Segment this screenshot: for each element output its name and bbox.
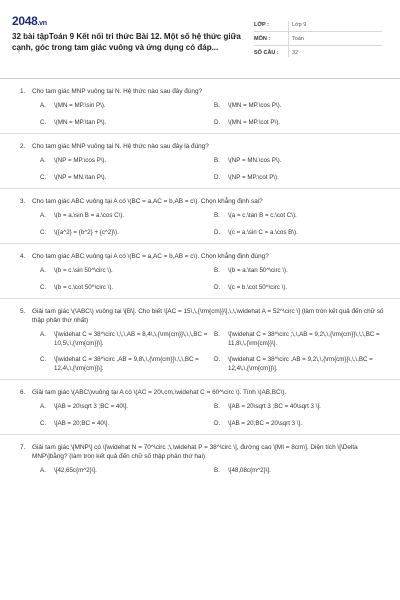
- option-key: B.: [214, 212, 220, 219]
- option-key: A.: [40, 467, 46, 474]
- option-key: A.: [40, 102, 46, 109]
- answer-option[interactable]: [214, 267, 388, 276]
- info-divider: [288, 21, 289, 57]
- option-key: D.: [214, 173, 221, 181]
- option-text: \(MN = MP.\tan P\).: [54, 118, 107, 126]
- answer-option[interactable]: [214, 119, 388, 128]
- answer-option[interactable]: [214, 403, 388, 412]
- question-stem: [12, 87, 388, 96]
- question-number: 6.: [20, 389, 26, 396]
- option-key: A.: [40, 403, 46, 410]
- option-key: B.: [214, 403, 220, 410]
- option-key: C.: [40, 419, 47, 427]
- option-key: B.: [214, 102, 220, 109]
- answer-option[interactable]: [214, 467, 388, 476]
- logo-suffix: .vn: [37, 20, 47, 27]
- logo-text: 2048: [12, 14, 38, 28]
- option-key: A.: [40, 157, 46, 164]
- option-text: \[AB = 20\sqrt 3 ;BC = 40\sqrt 3 \].: [228, 403, 321, 410]
- info-row-count: [254, 46, 382, 60]
- answer-option[interactable]: [40, 102, 214, 111]
- option-key: D.: [214, 419, 221, 427]
- option-key: C.: [40, 356, 47, 363]
- question-item: [0, 244, 400, 299]
- option-text: \(b = c.\cot 50^\circ \).: [54, 283, 114, 291]
- question-text: Cho tam giác ABC vuông tại A có \(BC = a,AC = b,AB = c\). Chọn khẳng định đúng?: [32, 253, 269, 260]
- option-key: A.: [40, 267, 46, 274]
- option-key: D.: [214, 356, 221, 363]
- option-text: \[\widehat C = 38^\circ ,AB = 9,2\,\,{\rm{cm}}\,\,\,BC = 12,4\,\,{\rm{cm}}\].: [228, 356, 373, 372]
- header-left: [12, 10, 244, 74]
- question-list: [12, 79, 388, 482]
- question-stem: [12, 307, 388, 325]
- question-item: [0, 380, 400, 435]
- question-item: [0, 299, 400, 380]
- info-key: MÔN :: [254, 35, 271, 42]
- option-text: \[AB = 20;BC = 40\].: [54, 419, 110, 427]
- answer-option[interactable]: [40, 267, 214, 276]
- question-number: 3.: [20, 198, 26, 205]
- answer-option[interactable]: [214, 102, 388, 111]
- option-text: \[\widehat C = 38^\circ ;\,\,AB = 9,2\,\,{\rm{cm}}\,\,\,BC = 11,8\,\,{\rm{cm}}\].: [228, 331, 380, 347]
- option-text: \({a^2} = {b^2} + {c^2}\).: [54, 228, 119, 236]
- question-stem: [12, 388, 388, 397]
- option-key: B.: [214, 157, 220, 164]
- info-key: SỐ CÂU :: [254, 50, 279, 56]
- option-key: B.: [214, 331, 220, 338]
- option-text: \(MN = MP.\cos P\).: [228, 102, 282, 109]
- option-text: \[48,08c{m^2}\].: [228, 467, 271, 474]
- option-key: A.: [40, 331, 46, 338]
- info-value: Toán: [292, 35, 304, 42]
- option-text: \(MN = MP.\sin P\).: [54, 102, 106, 109]
- answer-options: [12, 331, 388, 373]
- option-text: \(a = c.\tan B = c.\cot C\).: [228, 212, 297, 219]
- answer-option[interactable]: [214, 356, 388, 373]
- question-number: 1.: [20, 88, 26, 95]
- option-key: C.: [40, 283, 47, 291]
- document-title: 32 bài tậpToán 9 Kết nối tri thức Bài 12. Một số hệ thức giữa cạnh, góc trong tam giác vuông và ứng dụng có đáp...: [12, 32, 241, 52]
- answer-option[interactable]: [214, 157, 388, 166]
- answer-options: [12, 403, 388, 428]
- option-key: C.: [40, 228, 47, 236]
- option-key: A.: [40, 212, 46, 219]
- document-header: [12, 10, 388, 74]
- option-text: \(c = b.\cot 50^\circ \).: [228, 283, 288, 291]
- question-item: [0, 435, 400, 482]
- option-text: \(NP = MP.\cos P\).: [54, 157, 107, 164]
- option-text: \(c = a.\sin C = a.\cos B\).: [228, 228, 298, 236]
- answer-option[interactable]: [40, 356, 214, 373]
- option-key: B.: [214, 467, 220, 474]
- question-number: 7.: [20, 444, 26, 451]
- option-text: \(NP = MN.\tan P\).: [54, 173, 107, 181]
- option-text: \(MN = MP.\cot P\).: [228, 118, 280, 126]
- option-key: D.: [214, 118, 221, 126]
- question-item: [0, 79, 400, 134]
- option-text: \(NP = MP.\cot P\).: [228, 173, 279, 181]
- option-text: \(b = a.\tan 50^\circ \).: [228, 267, 288, 274]
- question-stem: [12, 252, 388, 261]
- question-number: 5.: [20, 308, 26, 315]
- option-key: B.: [214, 267, 220, 274]
- answer-option[interactable]: [214, 174, 388, 183]
- option-text: \(b = a.\sin B = a.\cos C\).: [54, 212, 125, 219]
- info-value: Lớp 9: [292, 21, 307, 28]
- option-text: \[\widehat C = 38^\circ ,AB = 9,8\,\,{\rm{cm}}\,\,\,BC = 12,4\,\,{\rm{cm}}\].: [54, 356, 199, 372]
- question-text: Giải tam giác \(\ABC\) vuông tại \[B\]. Cho biết \[AC = 15\,\,{\rm{cm}}\],\,\,\widehat A = 52^\circ \] (làm tròn kết quả đến chữ số thập phân thứ nhất): [32, 308, 384, 324]
- question-text: Cho tam giác MNP vuông tại N. Hệ thức nào sau đây là đúng?: [32, 143, 209, 150]
- option-text: \[AB = 20;BC = 20\sqrt 3 \].: [228, 419, 302, 427]
- option-text: \[42,65c{m^2}\].: [54, 467, 97, 474]
- answer-option[interactable]: [40, 212, 214, 221]
- option-key: D.: [214, 283, 221, 291]
- question-number: 4.: [20, 253, 26, 260]
- answer-option[interactable]: [40, 420, 214, 429]
- answer-option[interactable]: [40, 331, 214, 348]
- info-key: LỚP :: [254, 21, 269, 28]
- answer-options: [12, 267, 388, 292]
- answer-option[interactable]: [214, 212, 388, 221]
- answer-option[interactable]: [40, 284, 214, 293]
- option-text: \[\widehat C = 38^\circ \,\,\,AB = 8,4\,\,{\rm{cm}}\,\,\,BC = 10,5\,\,{\rm{cm}}\].: [54, 331, 208, 347]
- question-item: [0, 189, 400, 244]
- answer-option[interactable]: [40, 229, 214, 238]
- question-text: Cho tam giác MNP vuông tại N. Hệ thức nào sau đây đúng?: [32, 88, 203, 95]
- question-number: 2.: [20, 143, 26, 150]
- option-key: C.: [40, 173, 47, 181]
- question-stem: [12, 197, 388, 206]
- answer-options: [12, 467, 388, 476]
- answer-option[interactable]: [214, 420, 388, 429]
- answer-option[interactable]: [214, 229, 388, 238]
- answer-option[interactable]: [214, 284, 388, 293]
- option-key: C.: [40, 118, 47, 126]
- answer-option[interactable]: [40, 403, 214, 412]
- answer-option[interactable]: [40, 467, 214, 476]
- question-stem: [12, 142, 388, 151]
- answer-option[interactable]: [40, 119, 214, 128]
- option-text: \(NP = MN.\cos P\).: [228, 157, 282, 164]
- question-stem: [12, 443, 388, 461]
- option-key: D.: [214, 228, 221, 236]
- question-text: Giải tam giác \(ABC\)vuông tại A có \(AC = 20\,cm,\widehat C = 60^\circ \). Tính \(AB,BC\).: [32, 389, 287, 396]
- answer-options: [12, 102, 388, 127]
- option-text: \(b = c.\sin 50^\circ \).: [54, 267, 113, 274]
- info-value: 32: [292, 50, 299, 56]
- info-row-subject: [254, 32, 382, 46]
- info-row-class: [254, 18, 382, 32]
- answer-options: [12, 212, 388, 237]
- site-logo[interactable]: [12, 14, 244, 28]
- answer-option[interactable]: [214, 331, 388, 348]
- answer-option[interactable]: [40, 157, 214, 166]
- option-text: \[AB = 20\sqrt 3 ;BC = 40\].: [54, 403, 128, 410]
- document-info-box: [254, 18, 382, 60]
- question-text: Cho tam giác ABC vuông tại A có \(BC = a,AC = b,AB = c\). Chọn khẳng định sai?: [32, 198, 263, 205]
- question-text: Giải tam giác \[MNP\] có \[\widehat N = 70^\circ ;\,\widehat P = 38^\circ \], đường cao \[MI = 8cm\]. Diện tích \[\Delta MNP\]bằng? (làm tròn kết quả đến chữ số thập phân thứ hai): [32, 444, 358, 460]
- question-item: [0, 134, 400, 189]
- answer-option[interactable]: [40, 174, 214, 183]
- answer-options: [12, 157, 388, 182]
